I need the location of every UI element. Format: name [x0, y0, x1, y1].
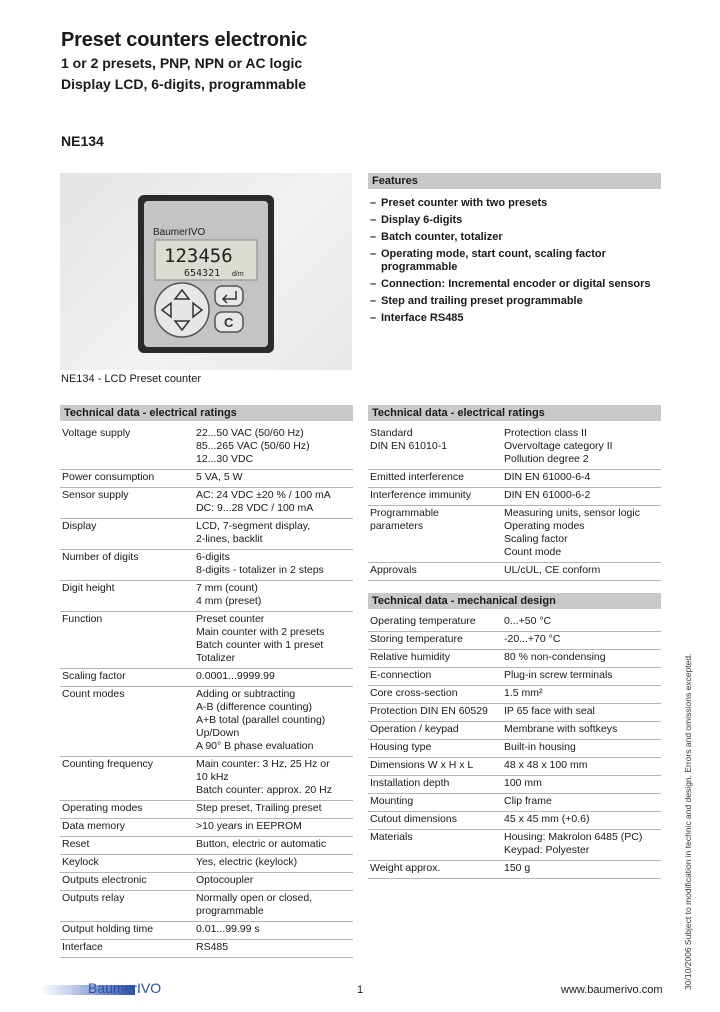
spec-row [60, 669, 353, 687]
spec-row [60, 470, 353, 488]
spec-label: Programmable parameters [368, 506, 502, 563]
spec-value: Optocoupler [194, 873, 353, 891]
footer-website: www.baumerivo.com [561, 984, 663, 996]
electrical-right-heading: Technical data - electrical ratings [368, 405, 661, 421]
features-heading: Features [368, 173, 661, 189]
electrical-left-heading: Technical data - electrical ratings [60, 405, 353, 421]
spec-value: IP 65 face with seal [502, 704, 661, 722]
spec-row [60, 801, 353, 819]
spec-value: DIN EN 61000-6-2 [502, 488, 661, 506]
spec-row [368, 740, 661, 758]
spec-row [60, 873, 353, 891]
photo-caption: NE134 - LCD Preset counter [61, 373, 202, 385]
spec-label: Counting frequency [60, 757, 194, 801]
spec-value: UL/cUL, CE conform [502, 563, 661, 581]
spec-row [60, 687, 353, 757]
feature-item: – Batch counter, totalizer [370, 231, 660, 244]
spec-value: -20...+70 °C [502, 632, 661, 650]
spec-label: Digit height [60, 581, 194, 612]
spec-label: Materials [368, 830, 502, 861]
spec-label: Weight approx. [368, 861, 502, 879]
spec-value: DIN EN 61000-6-4 [502, 470, 661, 488]
subtitle-presets: 1 or 2 presets, PNP, NPN or AC logic [61, 55, 303, 71]
spec-label: Power consumption [60, 470, 194, 488]
spec-row [368, 722, 661, 740]
spec-row [60, 940, 353, 958]
spec-label: Display [60, 519, 194, 550]
spec-value: Adding or subtracting A-B (difference counting) A+B total (parallel counting) Up/Down A 90° B phase evaluation [194, 687, 353, 757]
clear-key-label: C [224, 315, 234, 330]
spec-row [368, 470, 661, 488]
spec-label: Keylock [60, 855, 194, 873]
spec-row [368, 426, 661, 470]
spec-row [368, 758, 661, 776]
spec-label: Output holding time [60, 922, 194, 940]
spec-value: 150 g [502, 861, 661, 879]
spec-label: Sensor supply [60, 488, 194, 519]
spec-label: Data memory [60, 819, 194, 837]
spec-label: Approvals [368, 563, 502, 581]
spec-row [60, 426, 353, 470]
model-number: NE134 [61, 133, 104, 149]
spec-row [60, 488, 353, 519]
product-photo [60, 173, 352, 370]
electrical-right-table [368, 426, 661, 581]
feature-item: – Display 6-digits [370, 214, 660, 227]
spec-value: Preset counter Main counter with 2 presets Batch counter with 1 preset Totalizer [194, 612, 353, 669]
spec-label: Function [60, 612, 194, 669]
spec-label: Operation / keypad [368, 722, 502, 740]
counter-device-illustration [60, 173, 352, 370]
lcd-unit: d/m [232, 271, 244, 278]
spec-value: Housing: Makrolon 6485 (PC) Keypad: Polyester [502, 830, 661, 861]
spec-row [368, 794, 661, 812]
spec-row [368, 686, 661, 704]
spec-value: Clip frame [502, 794, 661, 812]
spec-label: Standard DIN EN 61010-1 [368, 426, 502, 470]
spec-label: Outputs relay [60, 891, 194, 922]
spec-row [60, 837, 353, 855]
spec-row [60, 855, 353, 873]
spec-value: 22...50 VAC (50/60 Hz) 85...265 VAC (50/60 Hz) 12...30 VDC [194, 426, 353, 470]
spec-label: Reset [60, 837, 194, 855]
spec-row [368, 812, 661, 830]
spec-row [368, 830, 661, 861]
spec-row [368, 861, 661, 879]
spec-row [60, 757, 353, 801]
spec-row [368, 614, 661, 632]
spec-label: E-connection [368, 668, 502, 686]
spec-value: 48 x 48 x 100 mm [502, 758, 661, 776]
footer-brand: BaumerIVO [88, 980, 162, 996]
spec-value: RS485 [194, 940, 353, 958]
spec-row [368, 650, 661, 668]
spec-label: Installation depth [368, 776, 502, 794]
spec-row [60, 581, 353, 612]
lcd-sub-value: 654321 [184, 268, 221, 279]
spec-label: Number of digits [60, 550, 194, 581]
spec-row [368, 488, 661, 506]
electrical-left-table [60, 426, 353, 958]
spec-row [368, 563, 661, 581]
enter-key [215, 286, 243, 306]
spec-value: 0.0001...9999.99 [194, 669, 353, 687]
spec-value: 0...+50 °C [502, 614, 661, 632]
side-disclaimer: 30/10/2006 Subject to modification in technic and design. Errors and omissions excepted. [683, 653, 693, 990]
feature-item: – Step and trailing preset programmable [370, 295, 660, 308]
page-number: 1 [357, 984, 364, 996]
spec-row [368, 632, 661, 650]
feature-item: – Operating mode, start count, scaling factor programmable [370, 248, 660, 274]
spec-value: Yes, electric (keylock) [194, 855, 353, 873]
spec-label: Interface [60, 940, 194, 958]
spec-row [60, 819, 353, 837]
spec-label: Dimensions W x H x L [368, 758, 502, 776]
spec-value: Measuring units, sensor logic Operating modes Scaling factor Count mode [502, 506, 661, 563]
spec-row [368, 776, 661, 794]
features-list [370, 197, 660, 329]
spec-value: Built-in housing [502, 740, 661, 758]
feature-item: – Interface RS485 [370, 312, 660, 325]
spec-row [368, 704, 661, 722]
spec-row [60, 922, 353, 940]
spec-label: Interference immunity [368, 488, 502, 506]
spec-label: Cutout dimensions [368, 812, 502, 830]
spec-value: 1.5 mm² [502, 686, 661, 704]
spec-label: Storing temperature [368, 632, 502, 650]
spec-label: Operating temperature [368, 614, 502, 632]
spec-row [368, 668, 661, 686]
page-title: Preset counters electronic [61, 29, 308, 51]
spec-label: Count modes [60, 687, 194, 757]
spec-value: Plug-in screw terminals [502, 668, 661, 686]
spec-label: Operating modes [60, 801, 194, 819]
spec-value: 45 x 45 mm (+0.6) [502, 812, 661, 830]
device-brand-label: BaumerIVO [153, 227, 206, 238]
spec-value: 80 % non-condensing [502, 650, 661, 668]
spec-value: Membrane with softkeys [502, 722, 661, 740]
spec-label: Relative humidity [368, 650, 502, 668]
spec-value: 7 mm (count) 4 mm (preset) [194, 581, 353, 612]
spec-label: Protection DIN EN 60529 [368, 704, 502, 722]
spec-row [60, 550, 353, 581]
spec-value: 6-digits 8-digits - totalizer in 2 steps [194, 550, 353, 581]
spec-value: LCD, 7-segment display, 2-lines, backlit [194, 519, 353, 550]
spec-label: Core cross-section [368, 686, 502, 704]
spec-label: Outputs electronic [60, 873, 194, 891]
spec-value: Step preset, Trailing preset [194, 801, 353, 819]
spec-label: Voltage supply [60, 426, 194, 470]
spec-row [60, 612, 353, 669]
spec-value: Protection class II Overvoltage category II Pollution degree 2 [502, 426, 661, 470]
lcd-main-value: 123456 [164, 245, 233, 267]
spec-value: 100 mm [502, 776, 661, 794]
spec-value: AC: 24 VDC ±20 % / 100 mA DC: 9...28 VDC / 100 mA [194, 488, 353, 519]
spec-label: Scaling factor [60, 669, 194, 687]
subtitle-display: Display LCD, 6-digits, programmable [61, 76, 307, 92]
spec-label: Emitted interference [368, 470, 502, 488]
spec-row [368, 506, 661, 563]
mechanical-table [368, 614, 661, 879]
spec-value: >10 years in EEPROM [194, 819, 353, 837]
spec-row [60, 891, 353, 922]
feature-item: – Connection: Incremental encoder or digital sensors [370, 278, 660, 291]
spec-value: Normally open or closed, programmable [194, 891, 353, 922]
spec-label: Housing type [368, 740, 502, 758]
spec-value: Button, electric or automatic [194, 837, 353, 855]
spec-value: 0.01...99.99 s [194, 922, 353, 940]
mechanical-heading: Technical data - mechanical design [368, 593, 661, 609]
feature-item: – Preset counter with two presets [370, 197, 660, 210]
spec-value: Main counter: 3 Hz, 25 Hz or 10 kHz Batch counter: approx. 20 Hz [194, 757, 353, 801]
spec-label: Mounting [368, 794, 502, 812]
spec-row [60, 519, 353, 550]
spec-value: 5 VA, 5 W [194, 470, 353, 488]
